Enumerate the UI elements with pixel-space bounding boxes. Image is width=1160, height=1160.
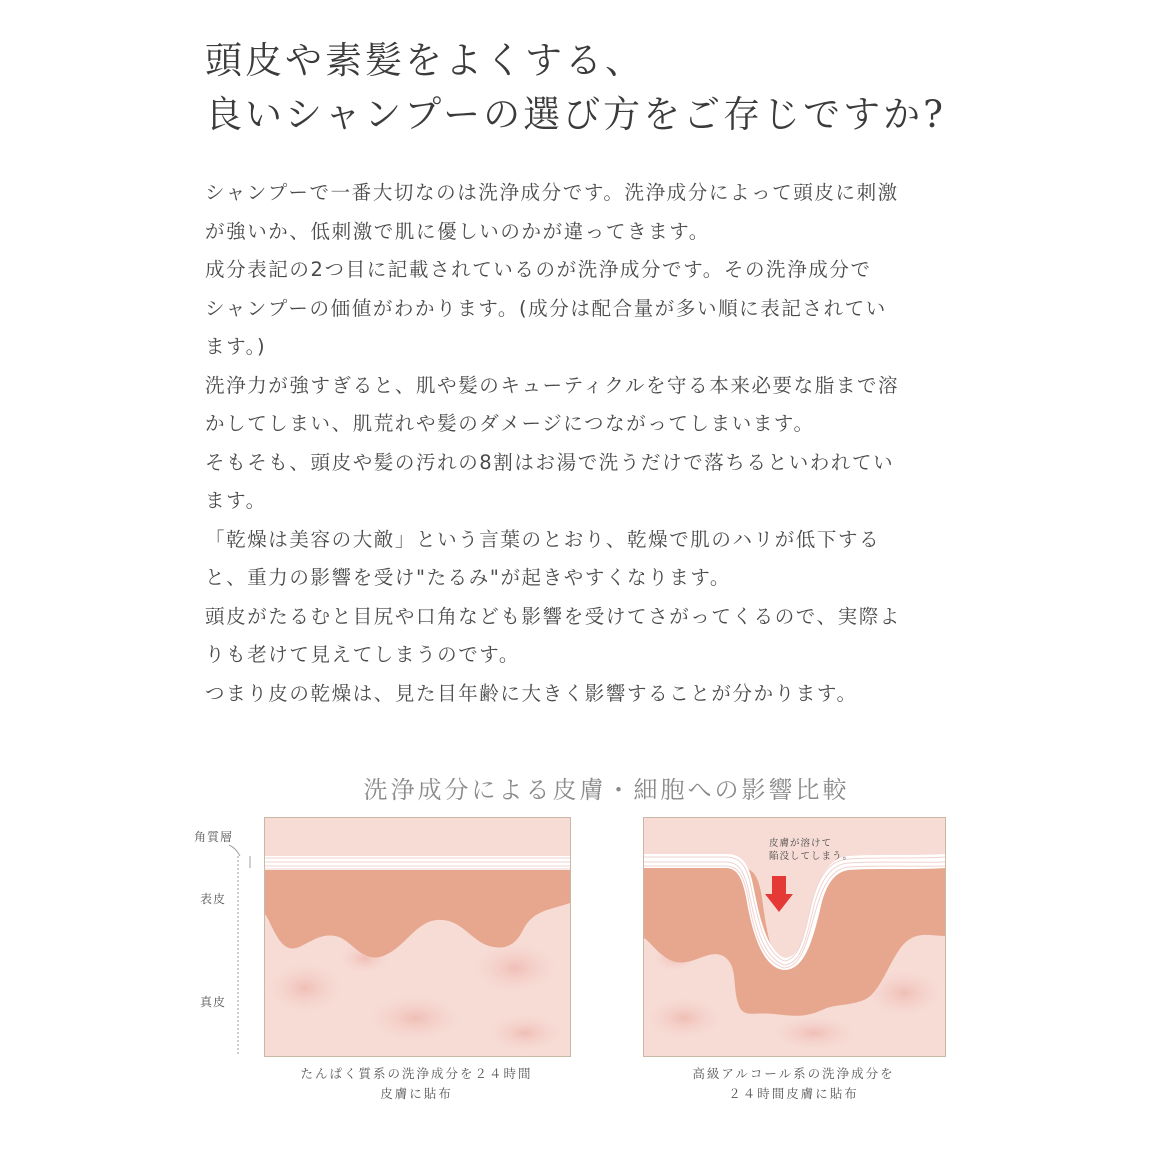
body-line: ます。) — [205, 335, 267, 358]
caption-line-1: たんぱく質系の洗浄成分を２４時間 — [300, 1066, 533, 1081]
body-line: シャンプーの価値がわかります。(成分は配合量が多い順に表記されてい — [205, 296, 887, 320]
body-line: と、重力の影響を受け"たるみ"が起きやすくなります。 — [205, 566, 731, 589]
body-line: そもそも、頭皮や髪の汚れの8割はお湯で洗うだけで落ちるといわれてい — [205, 450, 895, 474]
arrow-note-line-1: 皮膚が溶けて — [769, 838, 833, 849]
title-line-2: 良いシャンプーの選び方をご存じですか? — [205, 93, 946, 136]
body-line: 「乾燥は美容の大敵」という言葉のとおり、乾燥で肌のハリが低下する — [205, 527, 881, 551]
diagram-protein-cleanser — [264, 817, 571, 1057]
body-line: シャンプーで一番大切なのは洗浄成分です。洗浄成分によって頭皮に刺激 — [205, 181, 899, 204]
label-dermis: 真皮 — [200, 995, 227, 1009]
body-line: りも老けて見えてしまうのです。 — [205, 643, 520, 666]
comparison-title: 洗浄成分による皮膚・細胞への影響比較 — [363, 776, 850, 804]
body-line: 成分表記の2つ目に記載されているのが洗浄成分です。その洗浄成分で — [205, 258, 872, 281]
caption-line-1: 高級アルコール系の洗浄成分を — [692, 1066, 895, 1081]
skin-cross-section-normal — [265, 818, 570, 1056]
caption-line-2: 皮膚に貼布 — [380, 1086, 453, 1101]
body-line: が強いか、低刺激で肌に優しいのかが違ってきます。 — [205, 219, 710, 243]
arrow-note-line-2: 陥没してしまう。 — [769, 851, 854, 862]
body-line: 洗浄力が強すぎると、肌や髪のキューティクルを守る本来必要な脂まで溶 — [205, 373, 900, 397]
arrow-note — [769, 837, 853, 863]
label-stratum-corneum: 角質層 — [194, 830, 234, 844]
body-line: つまり皮の乾燥は、見た目年齢に大きく影響することが分かります。 — [205, 681, 858, 705]
label-epidermis: 表皮 — [200, 892, 227, 906]
body-line: 頭皮がたるむと目尻や口角なども影響を受けてさがってくるので、実際よ — [205, 604, 901, 628]
caption-line-2: ２４時間皮膚に貼布 — [728, 1086, 859, 1101]
body-line: かしてしまい、肌荒れや髪のダメージにつながってしまいます。 — [205, 412, 815, 435]
body-line: ます。 — [205, 489, 267, 512]
title-line-1: 頭皮や素髪をよくする、 — [205, 39, 645, 82]
caption-protein-cleanser — [264, 1064, 569, 1104]
caption-alcohol-cleanser — [643, 1064, 944, 1104]
